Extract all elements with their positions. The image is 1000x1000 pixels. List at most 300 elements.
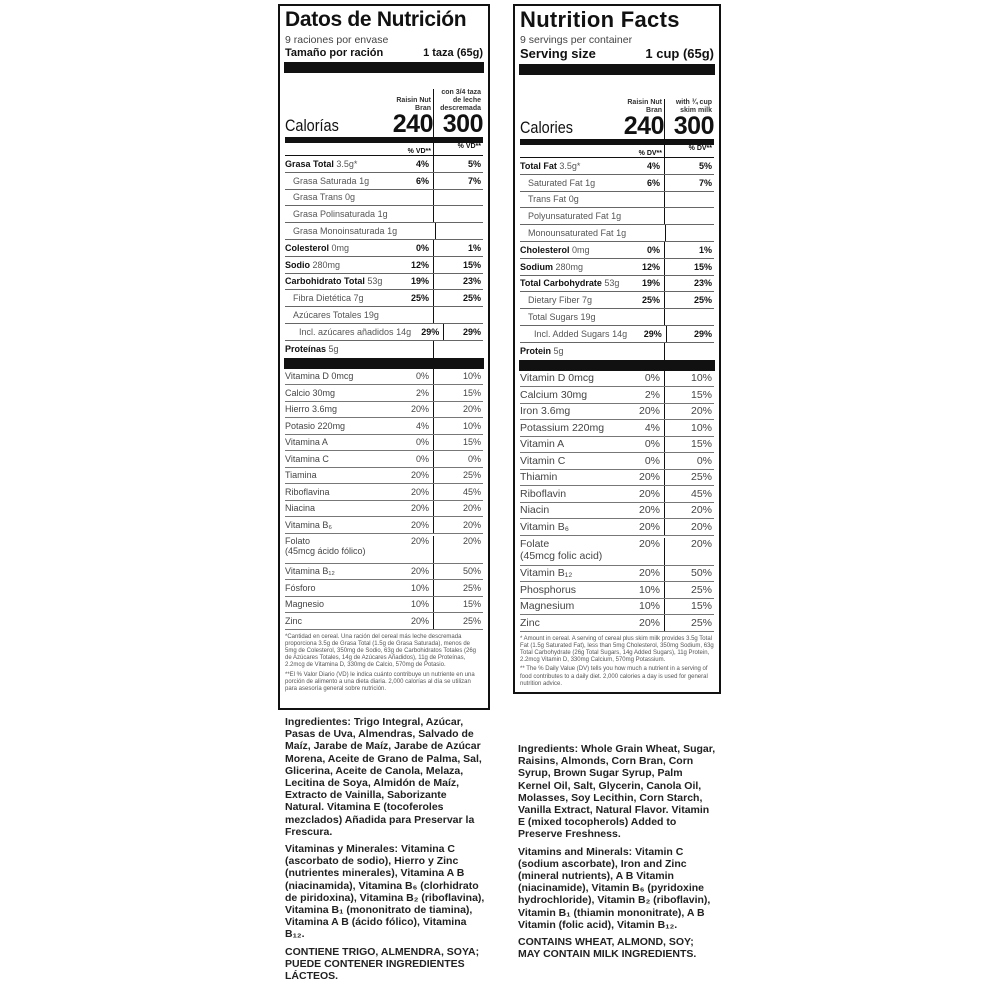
calories-label: Calorías [285, 116, 339, 135]
vitamin-label [520, 405, 624, 417]
vitamin-name: Potasio [285, 420, 316, 431]
dv-cereal: 20% [410, 615, 429, 626]
dv-cereal: 20% [410, 566, 429, 577]
vitamin-name: Thiamin [520, 471, 558, 484]
dv-with-milk: 5% [433, 156, 483, 172]
vitamin-row [285, 468, 483, 485]
dv-with-milk [664, 208, 714, 224]
vitamin-label [285, 583, 393, 593]
vitamin-label [520, 521, 624, 533]
vitamin-name: Vitamina A [285, 437, 328, 448]
daily-value-header [520, 145, 714, 158]
vitamin-amount: 30mg [312, 387, 336, 398]
nutrient-label [285, 192, 393, 202]
serving-size-value: 1 cup (65g) [645, 46, 714, 61]
column-header-cereal: Raisin Nut Bran [396, 97, 431, 112]
nutrient-row [520, 292, 714, 309]
nutrient-label [285, 327, 411, 337]
nutrient-amount: 3.5g* [336, 158, 358, 169]
vitamin-name: Vitamina B₆ [285, 519, 332, 530]
vitamin-row [285, 597, 483, 614]
dv-cereal: 0% [415, 371, 429, 382]
nutrient-amount: 3.5g* [559, 160, 581, 171]
vitamin-label [520, 438, 624, 450]
dv-with-milk [433, 307, 483, 323]
dv-with-milk [664, 309, 714, 325]
dv-cereal: 10% [410, 599, 429, 610]
dv-cereal: 20% [638, 504, 660, 517]
vitamin-label [285, 437, 393, 447]
nutrition-panel-spanish [278, 4, 490, 710]
footnote-amount: *Cantidad en cereal. Una ración del cereal más leche descremada proporciona 3.5g de Grasa Total (1.5g de Grasa Saturada), menos de 5mg de Colesterol, 350mg de Sodio, 63g de Carbohidratos Totales (26g de Azúcares Totales, 14g de Azúcares Añadidos), 11g de Proteínas, 2.2mcg de Vitamina D, 330mg de Calcio, 570mg de Potasio. [285, 633, 477, 669]
column-headers [285, 73, 483, 113]
vitamin-label [285, 536, 393, 556]
nutrient-row [520, 309, 714, 326]
vitamin-name: Folato [285, 535, 311, 546]
vitamin-label [285, 454, 393, 464]
vitamin-label [285, 487, 393, 497]
nutrient-amount: 0g [568, 194, 579, 205]
nutrient-name: Sodio [285, 259, 310, 270]
dv-with-milk [433, 190, 483, 206]
nutrient-amount: 1g [387, 226, 398, 237]
nutrient-label [285, 293, 393, 303]
nutrient-name: Monounsaturated Fat [528, 228, 614, 239]
divider-bar [284, 62, 484, 73]
vitamin-row [285, 580, 483, 597]
dv-with-milk: 10% [664, 371, 714, 387]
dv-with-milk: 15% [433, 435, 483, 451]
dv-cereal: 10% [638, 583, 660, 596]
nutrient-list [520, 158, 714, 360]
nutrient-amount: 5g [553, 346, 564, 357]
dv-cereal: 20% [410, 519, 429, 530]
vitamin-label [285, 566, 393, 576]
vitamin-label [520, 584, 624, 596]
vitamin-row [520, 420, 714, 437]
dv-with-milk: 25% [664, 582, 714, 598]
dv-with-milk: 25% [433, 290, 483, 306]
dv-with-milk: 25% [664, 292, 714, 308]
nutrient-label [520, 228, 626, 238]
dv-cereal: 20% [410, 404, 429, 415]
nutrient-row [285, 156, 483, 173]
ingredients-text: Ingredients: Whole Grain Wheat, Sugar, Raisins, Almonds, Corn Bran, Corn Syrup, Brown Sugar Syrup, Palm Kernel Oil, Salt, Glycerin, Canola Oil, Molasses, Soy Lecithin, Corn Starch, Vanilla Extract, Natural Flavor. Vitamin E (mixed tocopherols) Added to Preserve Freshness. [518, 743, 716, 841]
vitamin-name: Vitamin B₆ [520, 520, 569, 533]
vitamin-amount: (45mcg folic acid) [520, 549, 603, 562]
nutrient-list [285, 156, 483, 358]
nutrient-amount: 7g [582, 295, 593, 306]
vitamin-label [285, 520, 393, 530]
dv-with-milk: 7% [664, 175, 714, 191]
dv-with-milk: 45% [664, 486, 714, 502]
nutrient-label [285, 276, 393, 286]
dv-with-milk: 15% [664, 437, 714, 453]
vitamin-name: Zinc [520, 616, 540, 629]
dv-with-milk: 29% [443, 324, 483, 340]
dv-cereal: 25% [410, 293, 429, 304]
dv-cereal: 20% [638, 537, 660, 550]
dv-with-milk [433, 206, 483, 222]
dv-with-milk [433, 341, 483, 358]
nutrient-name: Carbohidrato Total [285, 276, 365, 287]
vitamin-label [520, 617, 624, 629]
nutrient-name: Incl. azúcares añadidos [299, 326, 394, 337]
nutrient-name: Total Sugars [528, 312, 579, 323]
dv-with-milk: 15% [433, 597, 483, 613]
nutrient-name: Protein [520, 346, 552, 357]
nutrient-row [520, 225, 714, 242]
nutrient-label [285, 310, 393, 320]
dv-with-milk: 23% [664, 276, 714, 292]
nutrient-label [520, 329, 627, 339]
nutrient-row [520, 276, 714, 293]
calories-with-milk: 300 [664, 113, 714, 139]
dv-with-milk: 20% [433, 402, 483, 418]
ingredients-spanish [285, 716, 485, 987]
nutrient-label [520, 262, 624, 272]
calories-cereal: 240 [623, 112, 664, 140]
serving-size-row [520, 46, 714, 62]
dv-with-milk: 20% [664, 519, 714, 535]
vitamin-name: Calcio [285, 387, 311, 398]
vitamin-row [520, 599, 714, 616]
dv-with-milk: 50% [433, 564, 483, 580]
nutrient-amount: 280mg [312, 259, 341, 270]
dv-cereal: 10% [410, 582, 429, 593]
vitamin-name: Calcium [520, 388, 558, 401]
dv-with-milk [664, 192, 714, 208]
dv-cereal: 6% [415, 175, 429, 186]
dv-with-milk: 25% [664, 470, 714, 486]
nutrient-amount: 1g [585, 177, 596, 188]
dv-cereal: 20% [410, 535, 429, 546]
nutrient-amount: 0mg [572, 244, 590, 255]
nutrient-row [520, 259, 714, 276]
serving-size-value: 1 taza (65g) [423, 47, 483, 59]
vitamin-row [285, 369, 483, 386]
dv-with-milk: 25% [433, 580, 483, 596]
column-header-milk: con 3/4 taza de leche descremada [433, 89, 483, 113]
nutrient-label [285, 159, 393, 169]
vitamin-row [285, 385, 483, 402]
dv-cereal: 0% [644, 454, 660, 467]
nutrient-row [520, 158, 714, 175]
dv-with-milk: 20% [664, 404, 714, 420]
vitamin-amount: 3.6mg [541, 405, 571, 418]
vitamin-row [285, 435, 483, 452]
vitamin-label [520, 600, 624, 612]
nutrient-amount: 14g [396, 326, 412, 337]
dv-with-milk: 29% [666, 326, 714, 342]
vitamin-row [520, 519, 714, 536]
dv-with-milk [435, 223, 483, 239]
nutrient-amount: 0g [345, 192, 356, 203]
vitamin-name: Hierro [285, 404, 310, 415]
dv-with-milk: 15% [664, 259, 714, 275]
nutrient-name: Polyunsaturated Fat [528, 211, 609, 222]
vitamin-amount: 30mg [560, 388, 588, 401]
nutrient-row [520, 343, 714, 360]
vitamin-row [285, 402, 483, 419]
nutrient-name: Grasa Trans [293, 192, 343, 203]
nutrient-label [520, 295, 624, 305]
allergen-statement: CONTIENE TRIGO, ALMENDRA, SOYA; PUEDE CONTENER INGREDIENTES LÁCTEOS. [285, 945, 480, 983]
vitamin-row [520, 503, 714, 520]
vitamin-name: Riboflavina [285, 486, 330, 497]
nutrient-amount: 14g [612, 328, 628, 339]
vitamin-label [520, 372, 624, 384]
vitamin-name: Riboflavin [520, 487, 567, 500]
vitamin-list [285, 369, 483, 630]
calories-row [520, 75, 714, 145]
nutrient-row [285, 307, 483, 324]
dv-with-milk: 15% [433, 257, 483, 273]
dv-with-milk: 20% [433, 536, 483, 563]
dv-with-milk [664, 343, 714, 360]
vitamin-label [520, 504, 624, 516]
dv-with-milk: 10% [664, 420, 714, 436]
dv-cereal: 29% [643, 328, 662, 339]
serving-size-row [285, 46, 483, 60]
vitamin-list [520, 371, 714, 632]
nutrient-label [520, 278, 624, 288]
dv-header-milk: % VD** [433, 143, 483, 155]
vitamin-name: Tiamina [285, 470, 317, 481]
vitamin-amount: 220mg [571, 421, 605, 434]
nutrient-name: Proteínas [285, 344, 327, 355]
vitamin-label [520, 538, 624, 562]
nutrient-name: Azúcares Totales [293, 310, 362, 321]
nutrient-amount: 19g [580, 312, 596, 323]
vitamin-row [285, 613, 483, 630]
dv-cereal: 0% [415, 437, 429, 448]
vitamin-row [520, 470, 714, 487]
vitamin-name: Zinc [285, 615, 303, 626]
vitamin-name: Vitamina C [285, 453, 329, 464]
nutrient-row [285, 240, 483, 257]
vitamin-label [520, 567, 624, 579]
vitamin-row [520, 582, 714, 599]
nutrient-name: Dietary Fiber [528, 295, 580, 306]
dv-cereal: 20% [410, 486, 429, 497]
vitamin-amount: 220mg [317, 420, 346, 431]
vitamin-row [520, 453, 714, 470]
nutrient-label [520, 194, 624, 204]
nutrient-amount: 5g [328, 344, 339, 355]
vitamin-name: Vitamin D [520, 372, 566, 385]
dv-cereal: 19% [641, 278, 660, 289]
vitamin-row [285, 484, 483, 501]
dv-with-milk: 10% [433, 418, 483, 434]
nutrient-amount: 1g [616, 228, 627, 239]
dv-cereal: 0% [644, 438, 660, 451]
vitamin-name: Folate [520, 537, 550, 550]
vitamin-name: Vitamina B₁₂ [285, 566, 335, 577]
vitamin-name: Fósforo [285, 582, 316, 593]
dv-cereal: 20% [638, 471, 660, 484]
nutrient-label [520, 161, 624, 171]
vitamin-label [285, 616, 393, 626]
ingredients-english [518, 743, 718, 965]
dv-cereal: 20% [410, 470, 429, 481]
dv-with-milk: 25% [664, 615, 714, 631]
nutrient-name: Incl. Added Sugars [534, 328, 610, 339]
dv-with-milk: 0% [433, 451, 483, 467]
dv-cereal: 2% [644, 388, 660, 401]
nutrient-amount: 53g [367, 276, 383, 287]
dv-with-milk: 20% [433, 501, 483, 517]
nutrient-amount: 1g [377, 209, 388, 220]
column-headers [520, 75, 714, 115]
column-header-cereal: Raisin Nut Bran [627, 99, 662, 114]
nutrient-row [520, 242, 714, 259]
vitamin-label [285, 503, 393, 513]
vitamins-minerals-text: Vitamins and Minerals: Vitamin C (sodium ascorbate), Iron and Zinc (mineral nutrients), A B Vitamin (niacinamide), Vitamin B₆ (pyridoxine hydrochloride), Vitamin B₂ (riboflavin), Vitamin B₁ (thiamin mononitrate), A B Vitamin (folic acid), Vitamin B₁₂. [518, 845, 711, 931]
dv-with-milk: 23% [433, 274, 483, 290]
nutrient-name: Saturated Fat [528, 177, 583, 188]
nutrient-row [285, 206, 483, 223]
nutrient-row [285, 290, 483, 307]
nutrient-row [285, 274, 483, 291]
nutrient-label [520, 245, 624, 255]
dv-cereal: 4% [644, 421, 660, 434]
dv-cereal: 20% [638, 520, 660, 533]
dv-with-milk: 15% [433, 385, 483, 401]
dv-with-milk: 20% [433, 517, 483, 533]
vitamin-row [285, 534, 483, 564]
nutrition-panel-english [513, 4, 721, 694]
vitamin-label [520, 422, 624, 434]
nutrient-name: Trans Fat [528, 194, 567, 205]
calories-with-milk: 300 [433, 111, 483, 137]
footnote-daily-value: **El % Valor Diario (VD) le indica cuánto contribuye un nutriente en una porción de alimento a una dieta diaria. 2,000 calorías al día se utilizan para asesoría general sobre nutrición. [285, 671, 475, 692]
vitamin-label [285, 388, 393, 398]
dv-with-milk: 1% [664, 242, 714, 258]
calories-values [285, 110, 483, 143]
nutrient-label [285, 176, 393, 186]
dv-cereal: 20% [638, 487, 660, 500]
dv-cereal: 0% [415, 453, 429, 464]
vitamins-minerals-text: Vitaminas y Minerales: Vitamina C (ascorbato de sodio), Hierro y Zinc (nutrientes minerales), Vitamina A B (niacinamida), Vitamina B₆ (clorhidrato de piridoxina), Vitamina B₂ (riboflavina), Vitamina B₁ (mononitrato de tiamina), Vitamina A B (ácido fólico), Vitamina B₁₂. [285, 843, 485, 941]
vitamin-label [520, 455, 624, 467]
divider-bar [519, 360, 715, 371]
nutrient-row [520, 175, 714, 192]
vitamin-label [285, 599, 393, 609]
footnote-amount: * Amount in cereal. A serving of cereal plus skim milk provides 3.5g Total Fat (1.5g Saturated Fat), less than 5mg Cholesterol, 350mg Sodium, 63g Total Carbohydrate (26g Total Sugars, 14g Added Sugars), 11g Protein, 2.2mcg Vitamin D, 330mg Calcium, 570mg Potassium. [520, 635, 714, 664]
vitamin-name: Phosphorus [520, 583, 577, 596]
nutrient-name: Total Carbohydrate [520, 278, 602, 289]
dv-cereal: 29% [421, 326, 440, 337]
dv-with-milk: 20% [664, 503, 714, 519]
vitamin-row [285, 451, 483, 468]
dv-with-milk: 10% [433, 369, 483, 385]
vitamin-amount: (45mcg ácido fólico) [285, 545, 366, 556]
vitamin-row [520, 536, 714, 566]
dv-with-milk [665, 225, 714, 241]
vitamin-row [520, 437, 714, 454]
vitamin-row [285, 501, 483, 518]
nutrient-row [285, 324, 483, 341]
dv-cereal: 10% [638, 600, 660, 613]
footnote [520, 632, 714, 688]
nutrient-amount: 0mg [331, 242, 350, 253]
nutrient-name: Grasa Total [285, 158, 334, 169]
nutrient-label [285, 243, 393, 253]
nutrient-amount: 1g [359, 175, 370, 186]
vitamin-label [285, 470, 393, 480]
nutrient-label [520, 346, 624, 356]
vitamin-row [285, 418, 483, 435]
calories-row [285, 73, 483, 143]
nutrient-row [285, 173, 483, 190]
dv-cereal: 0% [644, 372, 660, 385]
serving-size-label: Serving size [520, 46, 596, 61]
divider-bar [519, 64, 715, 75]
nutrient-name: Total Fat [520, 160, 557, 171]
vitamin-row [520, 566, 714, 583]
calories-values [520, 112, 714, 145]
calories-label: Calories [520, 118, 574, 137]
vitamin-label [520, 471, 624, 483]
dv-cereal: 4% [415, 420, 429, 431]
ingredients-text: Ingredientes: Trigo Integral, Azúcar, Pasas de Uva, Almendras, Salvado de Maíz, Jarabe de Maíz, Jarabe de Azúcar Morena, Aceite de Grano de Palma, Sal, Glicerina, Aceite de Canola, Melaza, Lecitina de Soya, Almidón de Maíz, Extracto de Vainilla, Saborizante Natural. Vitamina E (tocoferoles mezclados) Añadida para Preservar la Frescura. [285, 716, 482, 838]
vitamin-amount: 3.6mg [312, 404, 338, 415]
nutrient-name: Cholesterol [520, 244, 570, 255]
vitamin-label [520, 488, 624, 500]
dv-with-milk: 20% [664, 538, 714, 565]
dv-header-cereal: % DV** [638, 150, 662, 157]
dv-cereal: 12% [641, 261, 660, 272]
dv-with-milk: 1% [433, 240, 483, 256]
nutrient-row [285, 341, 483, 358]
daily-value-header [285, 143, 483, 156]
dv-with-milk: 15% [664, 599, 714, 615]
nutrient-name: Sodium [520, 261, 553, 272]
dv-with-milk: 25% [433, 468, 483, 484]
vitamin-label [285, 404, 393, 414]
dv-cereal: 0% [415, 242, 429, 253]
dv-cereal: 4% [415, 158, 429, 169]
dv-with-milk: 7% [433, 173, 483, 189]
nutrient-name: Grasa Saturada [293, 175, 357, 186]
vitamin-row [285, 564, 483, 581]
serving-size-label: Tamaño por ración [285, 47, 384, 59]
dv-cereal: 19% [410, 276, 429, 287]
nutrient-row [520, 326, 714, 343]
dv-cereal: 2% [415, 387, 429, 398]
nutrient-row [285, 190, 483, 207]
nutrient-row [520, 208, 714, 225]
nutrient-amount: 280mg [555, 261, 584, 272]
vitamin-name: Iron [520, 405, 539, 418]
vitamin-amount: 0mcg [331, 371, 354, 382]
allergen-statement: CONTAINS WHEAT, ALMOND, SOY; MAY CONTAIN MILK INGREDIENTS. [518, 936, 697, 961]
dv-cereal: 6% [646, 177, 660, 188]
vitamin-row [520, 404, 714, 421]
nutrient-label [285, 209, 393, 219]
nutrient-row [285, 223, 483, 240]
dv-cereal: 20% [638, 616, 660, 629]
dv-header-milk: % DV** [664, 145, 714, 157]
panel-title: Nutrition Facts [520, 7, 680, 32]
nutrient-name: Fibra Dietética [293, 293, 352, 304]
vitamin-row [285, 517, 483, 534]
nutrient-amount: 53g [604, 278, 620, 289]
vitamin-name: Vitamin B₁₂ [520, 567, 573, 580]
vitamin-row [520, 486, 714, 503]
nutrient-label [285, 344, 393, 354]
